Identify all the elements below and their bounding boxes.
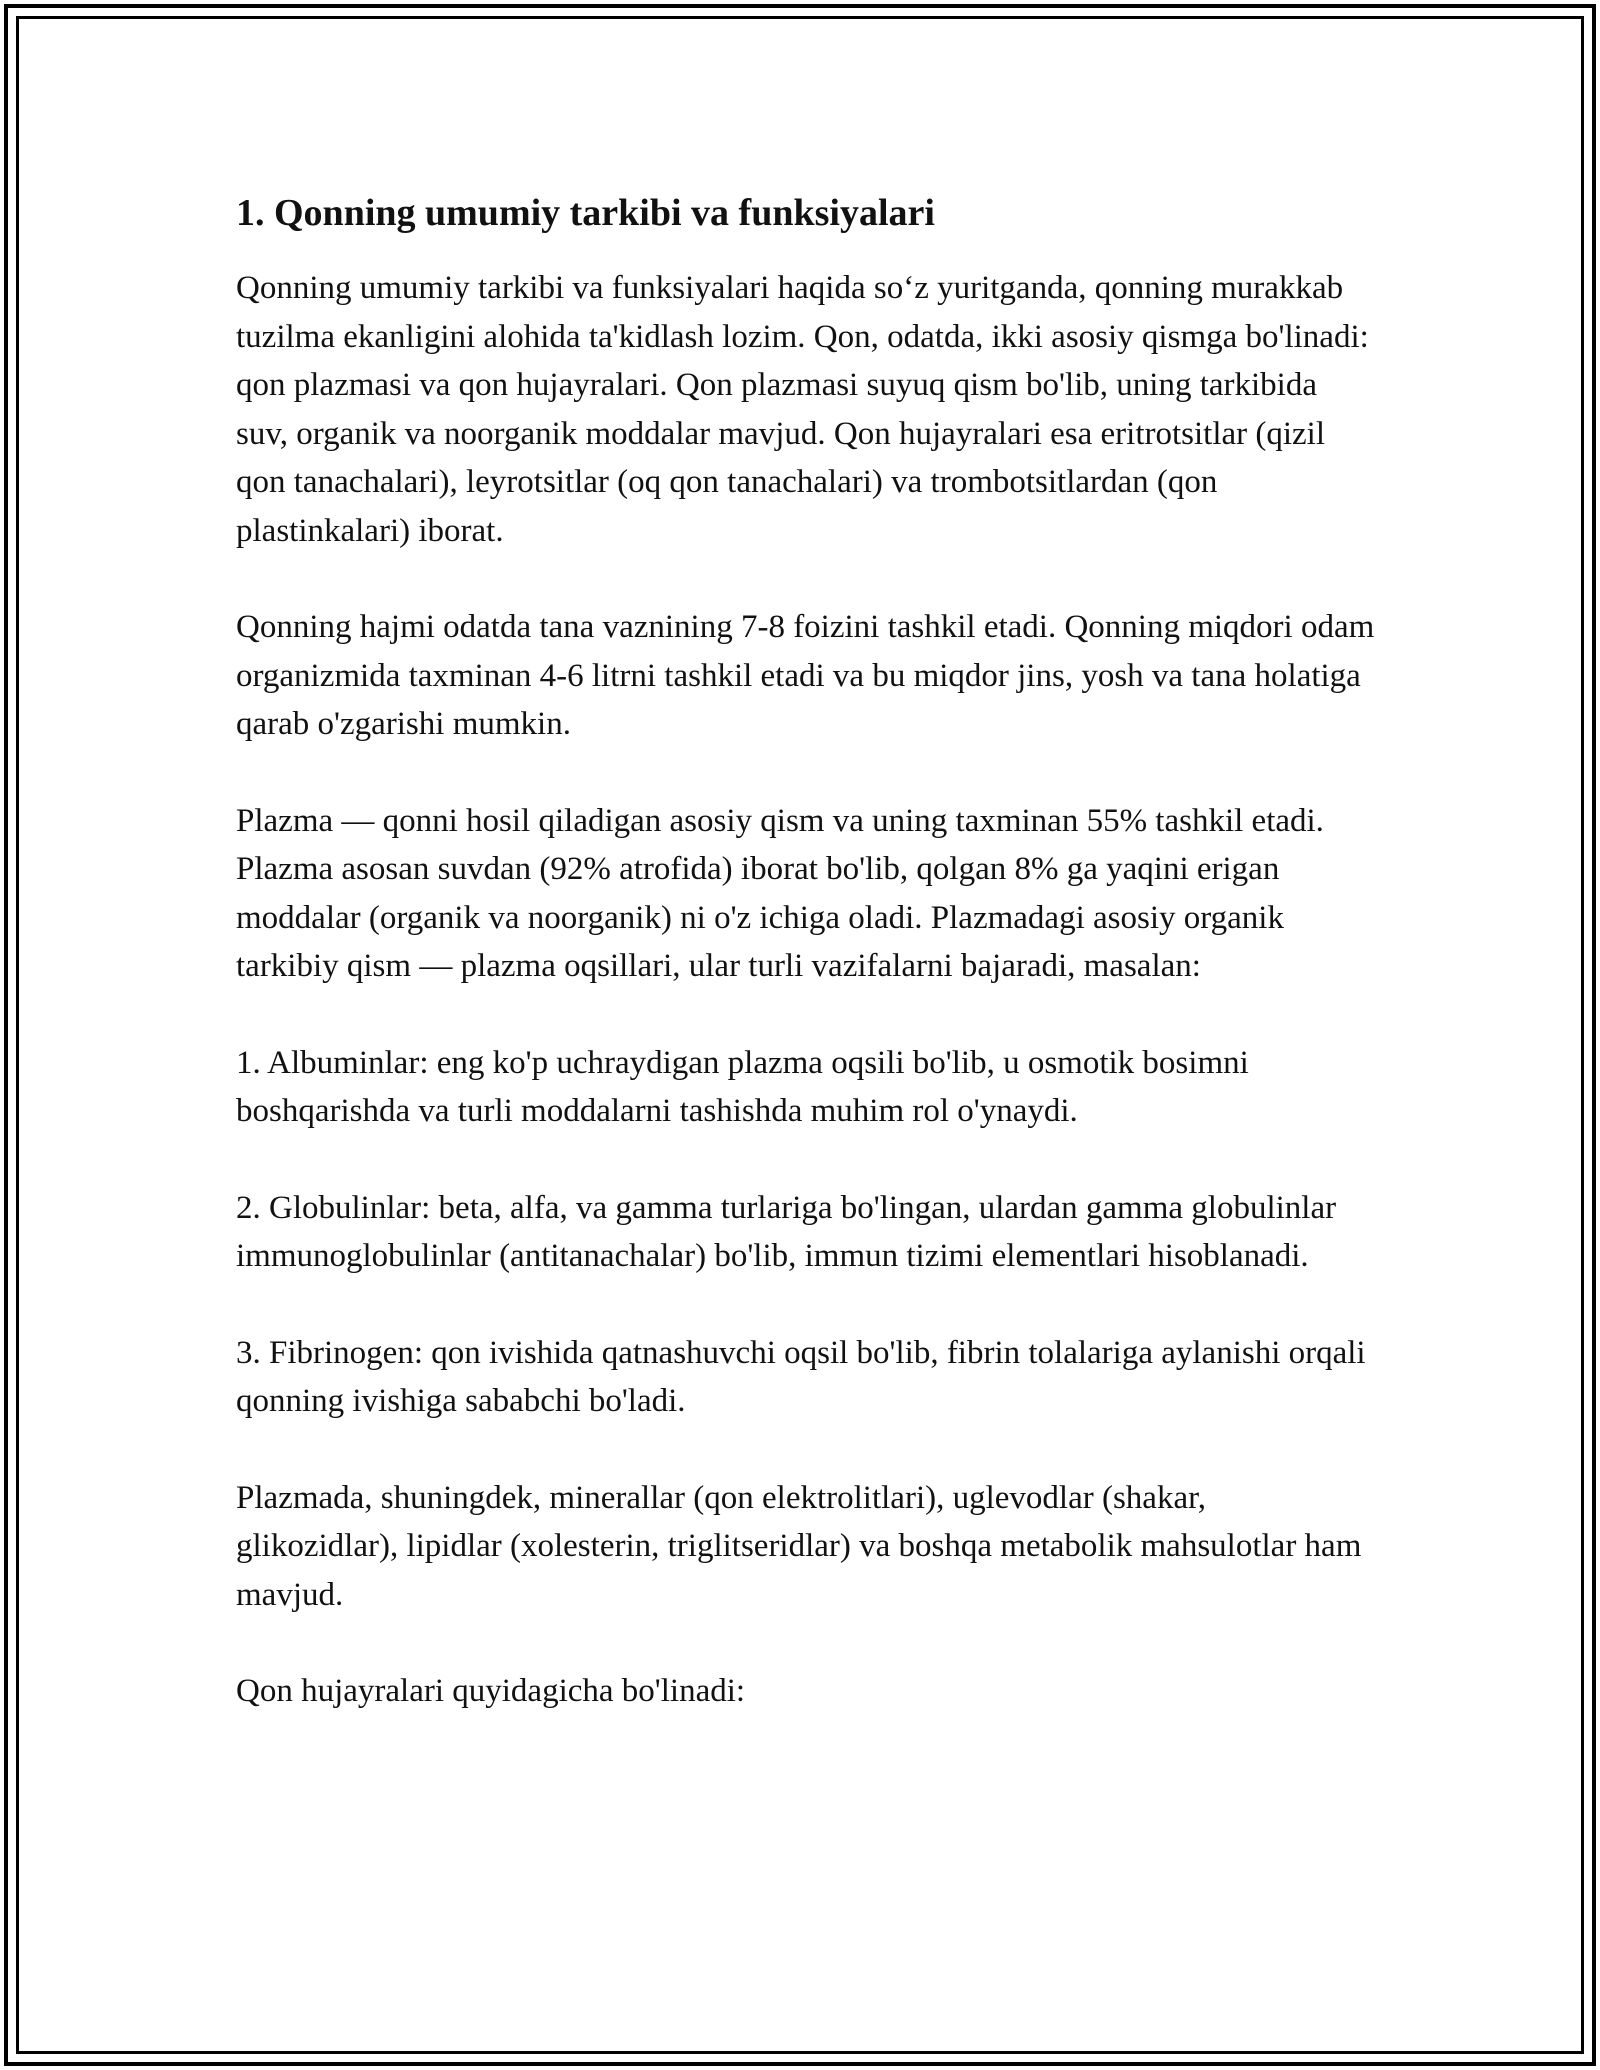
section-heading: 1. Qonning umumiy tarkibi va funksiyalari — [236, 192, 935, 234]
document-body — [236, 188, 1376, 1716]
paragraph-blood-composition: Qonning umumiy tarkibi va funksiyalari haqida so‘z yuritganda, qonning murakkab tuzilma ekanligini alohida ta'kidlash lozim. Qon, odatda, ikki asosiy qismga bo'linadi: qon plazmasi va qon hujayralari. Qon plazmasi suyuq qism bo'lib, uning tarkibida suv, organik va noorganik moddalar mavjud. Qon hujayralari esa eritrotsitlar (qizil qon tanachalari), leyrotsitlar (oq qon tanachalari) va trombotsitlardan (qon plastinkalari) iborat. — [236, 270, 1369, 549]
list-item-albumins: 1. Albuminlar: eng ko'p uchraydigan plazma oqsili bo'lib, u osmotik bosimni boshqarishda va turli moddalarni tashishda muhim rol o'ynaydi. — [236, 1044, 1249, 1129]
list-item-fibrinogen: 3. Fibrinogen: qon ivishida qatnashuvchi oqsil bo'lib, fibrin tolalariga aylanishi orqali qonning ivishiga sababchi bo'ladi. — [236, 1334, 1366, 1419]
paragraph-blood-volume: Qonning hajmi odatda tana vaznining 7-8 foizini tashkil etadi. Qonning miqdori odam organizmida taxminan 4-6 litrni tashkil etadi va bu miqdor jins, yosh va tana holatiga qarab o'zgarishi mumkin. — [236, 609, 1375, 742]
paragraph-plasma-minerals: Plazmada, shuningdek, minerallar (qon elektrolitlari), uglevodlar (shakar, glikozidlar), lipidlar (xolesterin, triglitseridlar) va boshqa metabolik mahsulotlar ham mavjud. — [236, 1479, 1362, 1613]
paragraph-plasma: Plazma — qonni hosil qiladigan asosiy qism va uning taxminan 55% tashkil etadi. Plazma asosan suvdan (92% atrofida) iborat bo'lib, qolgan 8% ga yaqini erigan moddalar (organik va noorganik) ni o'z ichiga oladi. Plazmadagi asosiy organik tarkibiy qism — plazma oqsillari, ular turli vazifalarni bajaradi, masalan: — [236, 802, 1324, 984]
list-item-globulins: 2. Globulinlar: beta, alfa, va gamma turlariga bo'lingan, ulardan gamma globulinlar immunoglobulinlar (antitanachalar) bo'lib, immun tizimi elementlari hisoblanadi. — [236, 1189, 1337, 1274]
paragraph-blood-cells-intro: Qon hujayralari quyidagicha bo'linadi: — [236, 1673, 746, 1709]
